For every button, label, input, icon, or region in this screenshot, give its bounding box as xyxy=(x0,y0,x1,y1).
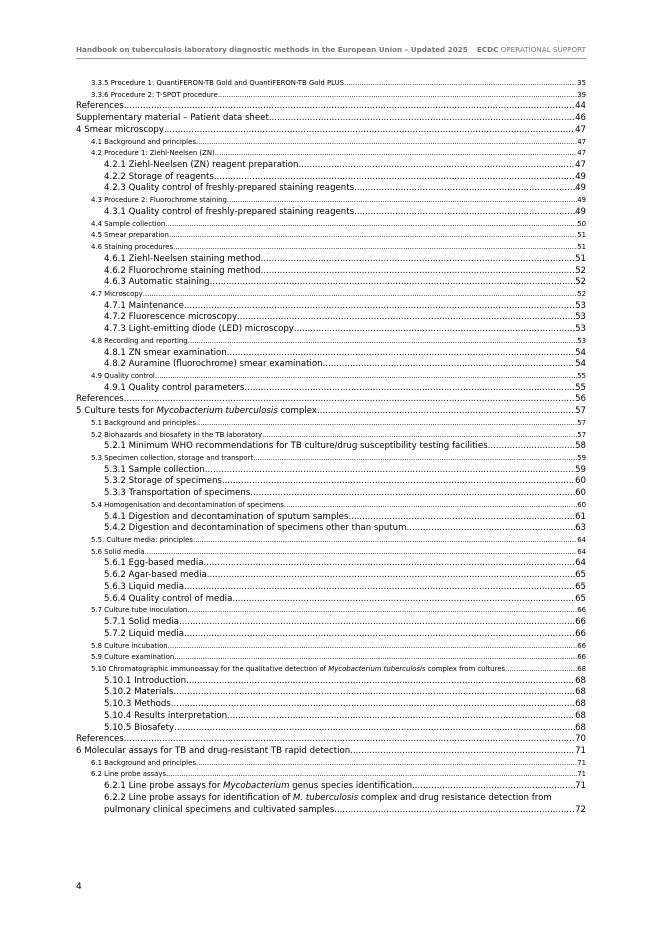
toc-dot-leader xyxy=(354,207,575,219)
toc-entry[interactable] xyxy=(76,430,586,442)
table-of-contents xyxy=(76,78,586,816)
toc-dot-leader xyxy=(210,277,575,289)
toc-entry-title: 5.4 Homogenisation and decontamination of specimens xyxy=(91,500,284,509)
toc-entry-title: 3.3.5 Procedure 1: QuantiFERON-TB Gold and QuantiFERON-TB Gold PLUS xyxy=(91,79,345,87)
toc-entry-page: 70 xyxy=(575,734,586,745)
toc-entry-page: 68 xyxy=(575,710,586,721)
toc-entry[interactable] xyxy=(76,535,586,547)
toc-entry-title: 6.2.1 Line probe assays for Mycobacterium genus species identification xyxy=(104,781,413,792)
toc-entry[interactable] xyxy=(76,793,586,816)
toc-entry-title: 5.10.4 Results interpretation xyxy=(104,710,228,721)
toc-entry[interactable] xyxy=(76,781,586,793)
toc-entry-page: 63 xyxy=(575,523,586,534)
toc-entry[interactable] xyxy=(76,301,586,313)
toc-entry[interactable] xyxy=(76,277,586,289)
toc-dot-leader xyxy=(205,465,575,477)
toc-entry-page: 68 xyxy=(575,675,586,686)
toc-entry[interactable] xyxy=(76,547,586,559)
toc-entry-page: 55 xyxy=(577,371,586,380)
toc-entry-title: 5.6.1 Egg-based media xyxy=(104,558,204,569)
toc-entry-page: 51 xyxy=(577,243,586,252)
toc-entry-page: 58 xyxy=(575,441,586,452)
toc-entry[interactable] xyxy=(76,582,586,594)
toc-entry[interactable] xyxy=(76,629,586,641)
toc-entry-page: 49 xyxy=(575,206,586,217)
toc-dot-leader xyxy=(298,160,575,172)
toc-entry[interactable] xyxy=(76,676,586,688)
toc-entry-title: References xyxy=(76,101,124,112)
toc-entry-page: 49 xyxy=(575,183,586,194)
toc-entry[interactable] xyxy=(76,336,586,348)
toc-entry-page: 59 xyxy=(575,464,586,475)
toc-entry[interactable] xyxy=(76,758,586,770)
toc-entry-page: 66 xyxy=(577,653,586,662)
toc-entry-title: 5.3.3 Transportation of specimens xyxy=(104,488,251,499)
toc-entry-title: 4.8.2 Auramine (fluorochrome) smear examination xyxy=(104,359,323,370)
toc-entry-page: 53 xyxy=(575,324,586,335)
toc-entry-page: 53 xyxy=(577,336,586,345)
toc-dot-leader xyxy=(173,687,575,699)
toc-dot-leader xyxy=(193,535,577,547)
toc-dot-leader xyxy=(188,336,578,348)
header-org xyxy=(477,45,586,54)
toc-dot-leader xyxy=(407,523,576,535)
toc-entry[interactable] xyxy=(76,488,586,500)
toc-entry-title: 5.1 Background and principles xyxy=(91,418,196,427)
toc-dot-leader xyxy=(317,406,575,418)
toc-dot-leader xyxy=(143,289,577,301)
toc-entry[interactable] xyxy=(76,137,586,149)
toc-entry[interactable] xyxy=(76,406,586,418)
toc-entry-page: 47 xyxy=(577,149,586,158)
toc-entry[interactable] xyxy=(76,113,586,125)
toc-entry-title: 4.9 Quality control xyxy=(91,371,155,380)
toc-entry[interactable] xyxy=(76,465,586,477)
toc-dot-leader xyxy=(214,172,575,184)
toc-entry-title: 6.2.2 Line probe assays for identification of M. tuberculosis complex and drug resistance detection from xyxy=(104,792,552,803)
toc-entry-title: 4.2.3 Quality control of freshly-prepared staining reagents xyxy=(104,183,355,194)
toc-entry[interactable] xyxy=(76,617,586,629)
toc-dot-leader xyxy=(227,195,577,207)
toc-entry-page: 68 xyxy=(575,722,586,733)
toc-dot-leader xyxy=(262,430,577,442)
toc-entry[interactable] xyxy=(76,324,586,336)
page-number: 4 xyxy=(76,882,82,892)
toc-entry[interactable] xyxy=(76,125,586,137)
toc-dot-leader xyxy=(187,605,577,617)
toc-entry-title-cont: pulmonary clinical specimens and cultivated samples xyxy=(104,804,335,815)
toc-entry-title: 4.2 Procedure 1: Ziehl-Neelsen (ZN) xyxy=(91,149,215,158)
toc-dot-leader xyxy=(344,78,577,90)
toc-entry-page: 50 xyxy=(577,219,586,228)
toc-entry[interactable] xyxy=(76,383,586,395)
toc-dot-leader xyxy=(284,500,577,512)
toc-entry-title: 5.10.1 Introduction xyxy=(104,675,187,686)
toc-entry-page: 66 xyxy=(575,617,586,628)
toc-entry-page: 68 xyxy=(577,664,586,673)
toc-entry-title: 5.5. Culture media: principles xyxy=(91,536,193,545)
toc-entry[interactable] xyxy=(76,348,586,360)
toc-dot-leader xyxy=(207,570,575,582)
toc-entry[interactable] xyxy=(76,441,586,453)
toc-entry[interactable] xyxy=(76,172,586,184)
toc-entry[interactable] xyxy=(76,289,586,301)
toc-dot-leader xyxy=(124,734,575,746)
toc-dot-leader xyxy=(155,371,577,383)
toc-entry-title: 4.4 Sample collection xyxy=(91,219,166,228)
toc-entry-title: 5.2 Biohazards and biosafety in the TB laboratory xyxy=(91,430,263,439)
toc-entry[interactable] xyxy=(76,418,586,430)
toc-entry-title: 5.3.1 Sample collection xyxy=(104,464,205,475)
toc-entry-page: 57 xyxy=(577,430,586,439)
toc-dot-leader xyxy=(350,746,575,758)
toc-dot-leader xyxy=(334,805,575,817)
toc-entry-title: 5.6.2 Agar-based media xyxy=(104,570,207,581)
toc-entry[interactable] xyxy=(76,664,586,676)
toc-entry-page: 71 xyxy=(575,781,586,792)
toc-entry-title: 5.4.2 Digestion and decontamination of specimens other than sputum xyxy=(104,523,407,534)
toc-entry-title: 6.1 Background and principles xyxy=(91,758,196,767)
toc-entry-page: 39 xyxy=(577,90,586,99)
toc-entry[interactable] xyxy=(76,195,586,207)
toc-entry-title: 5.10.2 Materials xyxy=(104,687,174,698)
toc-dot-leader xyxy=(174,723,575,735)
toc-entry-page: 59 xyxy=(577,454,586,462)
toc-entry-title: 4.9.1 Quality control parameters xyxy=(104,382,245,393)
toc-entry[interactable] xyxy=(76,523,586,535)
toc-entry-title: 4.3 Procedure 2: Fluorochrome staining xyxy=(91,196,227,205)
toc-entry-title: 4.2.1 Ziehl-Neelsen (ZN) reagent preparation xyxy=(104,160,299,171)
toc-dot-leader xyxy=(173,242,577,254)
toc-entry-title: 4.5 Smear preparation xyxy=(91,231,169,240)
toc-entry-title: 5 Culture tests for Mycobacterium tuberculosis complex xyxy=(76,406,317,417)
toc-entry-title: References xyxy=(76,734,124,745)
toc-entry-page: 54 xyxy=(575,359,586,370)
toc-entry-title: 5.7.1 Solid media xyxy=(104,617,180,628)
toc-entry-title: 4.3.1 Quality control of freshly-prepared staining reagents xyxy=(104,206,355,217)
toc-entry-title: 5.2.1 Minimum WHO recommendations for TB culture/drug susceptibility testing facilities xyxy=(104,441,488,452)
toc-dot-leader xyxy=(184,301,575,313)
toc-entry[interactable] xyxy=(76,160,586,172)
toc-dot-leader xyxy=(348,512,575,524)
toc-entry-title: 5.10.3 Methods xyxy=(104,699,171,710)
toc-entry-title: 5.10 Chromatographic immunoassay for the qualitative detection of Mycobacterium tuberculosis complex from cultures xyxy=(91,664,506,673)
toc-entry-page: 61 xyxy=(575,511,586,522)
toc-dot-leader xyxy=(215,148,578,160)
toc-dot-leader xyxy=(166,769,577,781)
toc-dot-leader xyxy=(253,453,577,465)
toc-entry-page: 71 xyxy=(577,770,586,779)
toc-entry[interactable] xyxy=(76,711,586,723)
toc-entry-page: 65 xyxy=(575,570,586,581)
toc-entry-page: 64 xyxy=(577,536,586,545)
toc-dot-leader xyxy=(250,488,575,500)
toc-entry-title: 6.2 Line probe assays xyxy=(91,770,167,779)
toc-dot-leader xyxy=(174,652,577,664)
toc-entry-page: 53 xyxy=(575,300,586,311)
toc-dot-leader xyxy=(237,312,575,324)
toc-entry-page: 66 xyxy=(577,606,586,615)
toc-entry-title: 5.8 Culture incubation xyxy=(91,641,168,650)
toc-entry[interactable] xyxy=(76,371,586,383)
toc-entry[interactable] xyxy=(76,687,586,699)
toc-entry-page: 52 xyxy=(575,265,586,276)
toc-entry-title: 4.8 Recording and reporting xyxy=(91,336,188,345)
toc-entry-title: 5.7 Culture tube inoculation xyxy=(91,606,188,615)
toc-dot-leader xyxy=(171,699,575,711)
toc-entry-page: 52 xyxy=(577,289,586,298)
toc-entry[interactable] xyxy=(76,453,586,465)
toc-entry-title: 4.1 Background and principles xyxy=(91,137,196,146)
toc-entry-page: 60 xyxy=(575,488,586,499)
toc-entry-page: 53 xyxy=(575,312,586,323)
toc-entry[interactable] xyxy=(76,558,586,570)
toc-dot-leader xyxy=(196,418,577,430)
toc-entry-title: 5.7.2 Liquid media xyxy=(104,628,185,639)
toc-entry[interactable] xyxy=(76,652,586,664)
toc-entry-title: 4.7.2 Fluorescence microscopy xyxy=(104,312,238,323)
toc-entry-title: Supplementary material – Patient data sheet xyxy=(76,113,269,124)
toc-dot-leader xyxy=(196,758,577,770)
toc-dot-leader xyxy=(184,629,575,641)
toc-entry-title: 5.4.1 Digestion and decontamination of sputum samples xyxy=(104,511,349,522)
toc-dot-leader xyxy=(184,582,575,594)
toc-entry-page: 46 xyxy=(575,113,586,124)
toc-entry-title: 4.7 Microscopy xyxy=(91,289,143,298)
toc-entry-title: 4.6 Staining procedures xyxy=(91,243,174,252)
toc-entry[interactable] xyxy=(76,242,586,254)
toc-entry[interactable] xyxy=(76,359,586,371)
toc-dot-leader xyxy=(227,348,575,360)
toc-entry-title: 4.7.1 Maintenance xyxy=(104,300,184,311)
toc-entry-page: 68 xyxy=(575,699,586,710)
toc-entry-title: 4 Smear microscopy xyxy=(76,124,164,135)
toc-entry[interactable] xyxy=(76,570,586,582)
toc-entry-title: 5.3 Specimen collection, storage and transport xyxy=(91,454,254,462)
toc-entry[interactable] xyxy=(76,723,586,735)
toc-entry[interactable] xyxy=(76,312,586,324)
toc-entry-title: References xyxy=(76,394,124,405)
toc-dot-leader xyxy=(124,394,575,406)
toc-entry-page: 60 xyxy=(575,476,586,487)
toc-entry-page: 71 xyxy=(577,758,586,767)
toc-dot-leader xyxy=(169,230,577,242)
toc-dot-leader xyxy=(165,219,577,231)
toc-entry-page: 64 xyxy=(577,547,586,556)
toc-entry[interactable] xyxy=(76,641,586,653)
toc-dot-leader xyxy=(294,324,575,336)
toc-dot-leader xyxy=(244,383,575,395)
toc-entry[interactable] xyxy=(76,207,586,219)
toc-entry[interactable] xyxy=(76,230,586,242)
toc-entry-title: 4.6.1 Ziehl-Neelsen staining method xyxy=(104,253,261,264)
toc-entry-title: 5.6.4 Quality control of media xyxy=(104,593,233,604)
toc-dot-leader xyxy=(164,125,575,137)
toc-dot-leader xyxy=(232,594,575,606)
toc-dot-leader xyxy=(179,617,575,629)
toc-entry[interactable] xyxy=(76,90,586,102)
toc-entry-page: 56 xyxy=(575,394,586,405)
toc-entry-title: 5.6.3 Liquid media xyxy=(104,581,185,592)
toc-entry[interactable] xyxy=(76,266,586,278)
toc-entry-title: 4.6.2 Fluorochrome staining method xyxy=(104,265,261,276)
toc-entry-title: 4.2.2 Storage of reagents xyxy=(104,171,214,182)
toc-entry[interactable] xyxy=(76,512,586,524)
toc-entry-title: 5.10.5 Biosafety xyxy=(104,722,175,733)
toc-entry-page: 47 xyxy=(575,124,586,135)
toc-entry-page: 66 xyxy=(577,641,586,650)
toc-dot-leader xyxy=(269,113,575,125)
toc-dot-leader xyxy=(218,90,577,102)
toc-entry[interactable] xyxy=(76,605,586,617)
toc-entry[interactable] xyxy=(76,183,586,195)
header-divider xyxy=(76,58,586,59)
toc-entry-page: 55 xyxy=(575,382,586,393)
toc-entry[interactable] xyxy=(76,254,586,266)
toc-entry-page: 51 xyxy=(577,231,586,240)
toc-entry-title: 4.6.3 Automatic staining xyxy=(104,277,210,288)
toc-entry-page: 47 xyxy=(575,160,586,171)
toc-dot-leader xyxy=(261,266,576,278)
toc-entry-page: 49 xyxy=(575,171,586,182)
toc-entry-page: 64 xyxy=(575,558,586,569)
document-title: Handbook on tuberculosis laboratory diagnostic methods in the European Union – Updated 2025 xyxy=(76,45,468,54)
toc-entry-page: 71 xyxy=(575,745,586,756)
toc-entry-title: 3.3.6 Procedure 2: T-SPOT procedure xyxy=(91,90,218,99)
toc-entry-page: 44 xyxy=(575,101,586,112)
toc-entry[interactable] xyxy=(76,594,586,606)
toc-dot-leader xyxy=(222,476,575,488)
toc-entry-page: 65 xyxy=(575,593,586,604)
toc-entry-page: 35 xyxy=(577,79,586,87)
toc-dot-leader xyxy=(323,359,575,371)
toc-entry-page: 52 xyxy=(575,277,586,288)
toc-entry-page: 72 xyxy=(575,804,586,815)
toc-dot-leader xyxy=(354,183,575,195)
toc-entry[interactable] xyxy=(76,476,586,488)
toc-dot-leader xyxy=(196,137,577,149)
toc-entry-page: 49 xyxy=(577,196,586,205)
toc-entry-title: 5.3.2 Storage of specimens xyxy=(104,476,222,487)
toc-entry-page: 47 xyxy=(577,137,586,146)
toc-entry[interactable] xyxy=(76,699,586,711)
toc-entry-page: 51 xyxy=(575,253,586,264)
toc-entry[interactable] xyxy=(76,78,586,90)
toc-entry[interactable] xyxy=(76,769,586,781)
toc-entry[interactable] xyxy=(76,500,586,512)
toc-entry-page: 57 xyxy=(577,418,586,427)
toc-dot-leader xyxy=(203,558,575,570)
toc-dot-leader xyxy=(186,676,575,688)
toc-dot-leader xyxy=(412,781,575,793)
toc-entry-title: 6 Molecular assays for TB and drug-resistant TB rapid detection xyxy=(76,745,351,756)
toc-dot-leader xyxy=(505,664,577,676)
toc-entry-title: 5.6 Solid media xyxy=(91,547,145,556)
toc-dot-leader xyxy=(261,254,575,266)
toc-entry-page: 54 xyxy=(575,347,586,358)
toc-entry-page: 60 xyxy=(577,500,586,509)
toc-entry-page: 65 xyxy=(575,581,586,592)
org-name: ECDC xyxy=(476,45,499,54)
toc-entry[interactable] xyxy=(76,746,586,758)
org-sub: OPERATIONAL SUPPORT xyxy=(498,45,586,54)
toc-dot-leader xyxy=(124,101,575,113)
toc-entry-title: 4.7.3 Light-emitting diode (LED) microscopy xyxy=(104,324,294,335)
toc-entry-page: 66 xyxy=(575,628,586,639)
toc-entry[interactable] xyxy=(76,734,586,746)
toc-entry[interactable] xyxy=(76,394,586,406)
toc-entry-title: 5.9 Culture examination xyxy=(91,653,175,662)
page-header xyxy=(76,45,586,57)
toc-dot-leader xyxy=(145,547,578,559)
toc-entry[interactable] xyxy=(76,101,586,113)
toc-entry-page: 68 xyxy=(575,687,586,698)
toc-entry-title: 4.8.1 ZN smear examination xyxy=(104,347,227,358)
toc-dot-leader xyxy=(168,641,578,653)
toc-dot-leader xyxy=(227,711,575,723)
toc-entry[interactable] xyxy=(76,148,586,160)
toc-entry-page: 57 xyxy=(575,406,586,417)
toc-dot-leader xyxy=(488,441,575,453)
toc-entry[interactable] xyxy=(76,219,586,231)
